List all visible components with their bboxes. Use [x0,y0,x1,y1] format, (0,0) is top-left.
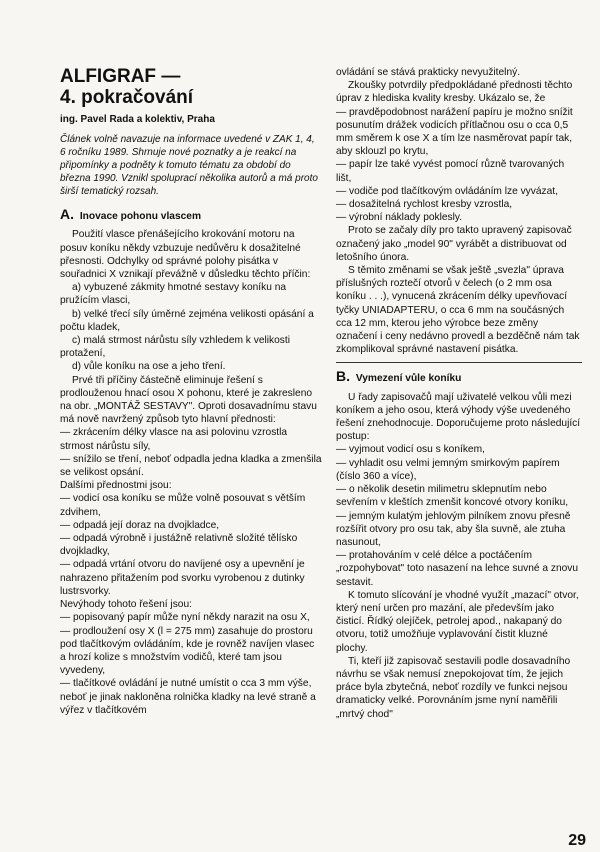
article-author: ing. Pavel Rada a kolektiv, Praha [60,114,215,125]
list-item: — odpadá vrtání otvoru do navíjené osy a upevnění je nahrazeno přitažením pod svorku vyrobenou z dutinky lustrsvorky. [60,559,305,597]
list-item: — dosažitelná rychlost kresby vzrostla, [336,199,513,211]
left-column [60,66,322,717]
paragraph: Proto se začaly díly pro takto upravený zapisovač označený jako „model 90" vyrábět a distribuovat od letošního února. [336,225,572,263]
list-item: — vyjmout vodicí osu s koníkem, [336,444,485,456]
list-item: — výrobní náklady poklesly. [336,212,463,224]
list-item: — odpadá výrobně i justážně relativně složité tělísko dvojkladky, [60,533,298,558]
paragraph: c) malá strmost nárůstu síly vzhledem k velikosti protažení, [60,335,290,360]
paragraph: K tomuto slícování je vhodné využít „mazací" otvor, který není určen pro mazání, ale především jako čisticí. Řídký olejíček, petrolej apod., nakapaný do otvoru, totiž umožňuje vyplavování čistit kluzné plochy. [336,589,579,654]
section-b-body [336,391,582,721]
paragraph: Nevýhody tohoto řešení jsou: [60,599,192,611]
list-item: — popisovaný papír může nyní někdy narazit na osu X, [60,612,310,624]
section-a-title: Inovace pohonu vlascem [79,211,201,223]
list-item: — papír lze také vyvést pomocí různě tvarovaných lišt, [336,159,565,184]
list-item: — protahováním v celé délce a poctáčením „rozpohybovat" toto nasazení na lehce suvné a znovu sestavit. [336,550,579,588]
paragraph: Prvé tři příčiny částečně eliminuje řešení s prodlouženou hnací osou X pohonu, které je zakresleno na obr. „MONTÁŽ SESTAVY". Oproti dosavadnímu stavu má nově navržený způsob tyto hlavní přednosti: [60,374,317,426]
title-line-2: 4. pokračování [60,87,194,108]
list-item: — vyhladit osu velmi jemným smirkovým papírem (číslo 360 a více), [336,457,560,482]
paragraph: ovládání se stává prakticky nevyužitelný. [336,67,521,78]
list-item: — vodiče pod tlačítkovým ovládáním lze vyvázat, [336,185,558,197]
section-a-body [60,228,322,717]
list-item: — prodloužení osy X (l = 275 mm) zasahuje do prostoru pod tlačítkovým ovládáním, kde je rovněž navíjen vlasec a hrozí kolize s množstvím vodičů, které tam jsou vyvedeny, [60,625,315,677]
list-item: — vodicí osa koníku se může volně posouvat s větším zdvihem, [60,493,306,518]
paragraph: b) velké třecí síly úměrné zejména velikosti opásání a počtu kladek, [60,308,314,333]
paragraph: S těmito změnami se však ještě „svezla" úprava příslušných roztečí otvorů v čelech (o 2 mm osa koníku . . .), vynucená zkrácením délky upevňovací tyčky UNIADAPTERU, o cca 6 mm na součásných cca 12 mm, kterou jeho výrobce beze změny označení i ceny nedávno provedl a bezděčně nám tak zkomplikoval správné nastavení pisátka. [336,265,580,356]
page-number: 29 [568,832,586,849]
paragraph: d) vůle koníku na ose a jeho tření. [72,361,226,373]
list-item: — snížilo se tření, neboť odpadla jedna kladka a zmenšila se velikost opsání. [60,453,322,479]
section-b-title: Vymezení vůle koníku [355,373,462,385]
list-item: — o několik desetin milimetru sklepnutím nebo sevřením v kleštích zmenšit koncové otvory koníku, [336,484,569,509]
paragraph: a) vybuzené zákmity hmotné sestavy koníku na pružícím vlasci, [60,282,287,307]
section-b-heading [336,370,582,385]
paragraph: Zkoušky potvrdily předpokládané přednosti těchto úprav z hlediska kvality kresby. Ukázalo se, že [336,80,573,105]
section-divider [336,362,582,363]
paragraph: U řady zapisovačů mají uživatelé velkou vůli mezi koníkem a jeho osou, která výhody výše uvedeného řešení znehodnocuje. Doporučujeme proto následující postup: [336,391,581,443]
section-a-continued [336,66,582,356]
article-title [60,66,322,108]
list-item: — odpadá její doraz na dvojkladce, [60,519,220,531]
title-line-1: ALFIGRAF — [60,66,181,87]
section-b-letter: B. [336,368,350,385]
list-item: — zkrácením délky vlasce na asi polovinu vzrostla strmost nárůstu síly, [60,427,288,452]
section-a-heading [60,208,322,223]
paragraph: Ti, kteří již zapisovač sestavili podle dosavadního návrhu se však nemusí znepokojovat tím, že jejich práce byla zbytečná, neboť rozdíly ve funkci nejsou dramaticky velké. Porovnáním jsme nyní naměřili „mrtvý chod" [336,655,571,720]
section-a-letter: A. [60,206,74,223]
article-intro: Článek volně navazuje na informace uvedené v ZAK 1, 4, 6 ročníku 1989. Shrnuje nové poznatky a je reakcí na připomínky a podněty k tomuto tématu za období do března 1990. Vznikl spoluprací několika autorů a má proto širší tematický rozsah. [60,134,318,198]
paragraph: Dalšími přednostmi jsou: [60,480,172,492]
list-item: — pravděpodobnost narážení papíru je možno snížit posunutím drážek vodicích přítlačnou osu o cca 0,5 mm směrem k ose X a tím lze nasměrovat papír tak, aby sklouzl po krytu, [336,106,573,158]
right-column [336,66,582,721]
list-item: — tlačítkové ovládání je nutné umístit o cca 3 mm výše, neboť je jinak nakloněna rolnička kladky na levé straně a výřez v tlačítkovém [60,678,316,716]
paragraph: Použití vlasce přenášejícího krokování motoru na posuv koníku někdy vzbuzuje nedůvěru k dosažitelné přesnosti. Odchylky od správné polohy pisátka v souřadnici X vznikají převážně v důsledku těchto příčin: [60,229,311,281]
list-item: — jemným kulatým jehlovým pilníkem znovu přesně rozšířit otvory pro osu tak, aby šla suvně, ale ztuha nasunout, [336,510,571,548]
